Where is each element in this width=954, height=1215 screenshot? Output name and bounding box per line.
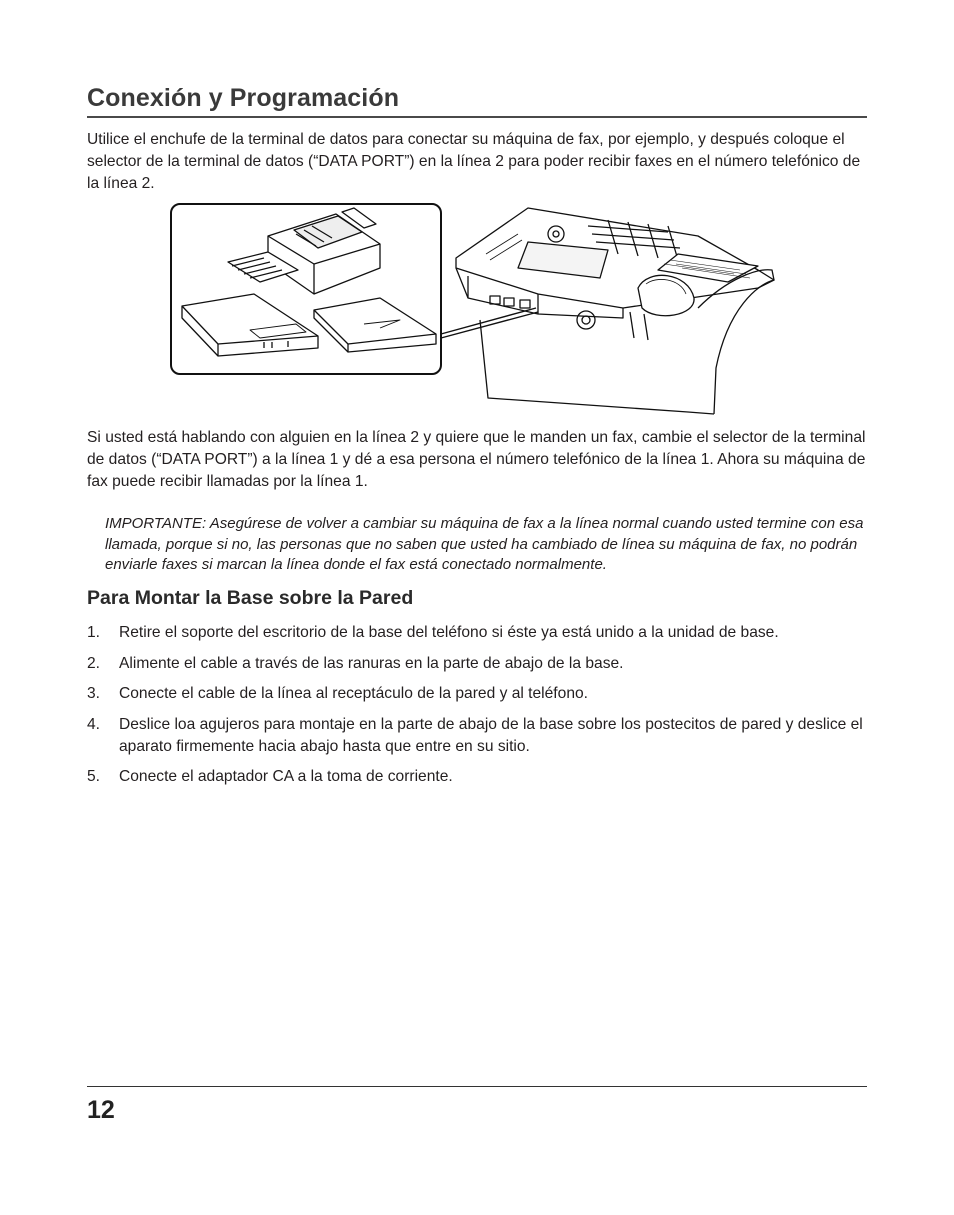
page-number: 12 <box>87 1096 115 1124</box>
step-text: Alimente el cable a través de las ranuras en la parte de abajo de la base. <box>119 654 624 672</box>
list-item <box>87 683 867 705</box>
fax-connection-illustration <box>168 198 778 420</box>
step-number: 4. <box>87 715 101 733</box>
step-number: 3. <box>87 685 101 702</box>
step-text: Conecte el adaptador CA a la toma de corriente. <box>119 768 453 785</box>
step-text: Deslice loa agujeros para montaje en la parte de abajo de la base sobre los postecitos de pared y deslice el aparato firmemente hacia abajo hasta que entre en su sitio. <box>119 715 863 755</box>
line-switch-paragraph: Si usted está hablando con alguien en la línea 2 y quiere que le manden un fax, cambie el selector de la terminal de datos (“DATA PORT”) a la línea 1 y dé a esa persona el número telefónico de la línea 1. Ahora su máquina de fax puede recibir llamadas por la línea 1. <box>87 429 866 490</box>
list-item <box>87 653 867 675</box>
step-number: 2. <box>87 654 101 672</box>
list-item <box>87 622 867 644</box>
section-heading: Para Montar la Base sobre la Pared <box>87 587 414 609</box>
step-number: 5. <box>87 768 101 785</box>
intro-paragraph: Utilice el enchufe de la terminal de datos para conectar su máquina de fax, por ejemplo, y después coloque el selector de la terminal de datos (“DATA PORT”) en la línea 2 para poder recibir faxes en el número telefónico de la línea 2. <box>87 131 861 192</box>
list-item <box>87 766 867 788</box>
step-number: 1. <box>87 624 101 641</box>
important-note: IMPORTANTE: Asegúrese de volver a cambiar su máquina de fax a la línea normal cuando usted termine con esa llamada, porque si no, las personas que no saben que usted ha cambiado de línea su máquina de fax, no podrán enviarle faxes si marcan la línea donde el fax está conectado normalmente. <box>105 515 864 573</box>
wall-mount-steps <box>87 622 867 797</box>
step-text: Conecte el cable de la línea al receptáculo de la pared y al teléfono. <box>119 685 588 702</box>
footer-divider <box>87 1086 867 1087</box>
step-text: Retire el soporte del escritorio de la base del teléfono si éste ya está unido a la unidad de base. <box>119 624 779 641</box>
list-item <box>87 714 867 758</box>
page-title: Conexión y Programación <box>87 84 867 118</box>
